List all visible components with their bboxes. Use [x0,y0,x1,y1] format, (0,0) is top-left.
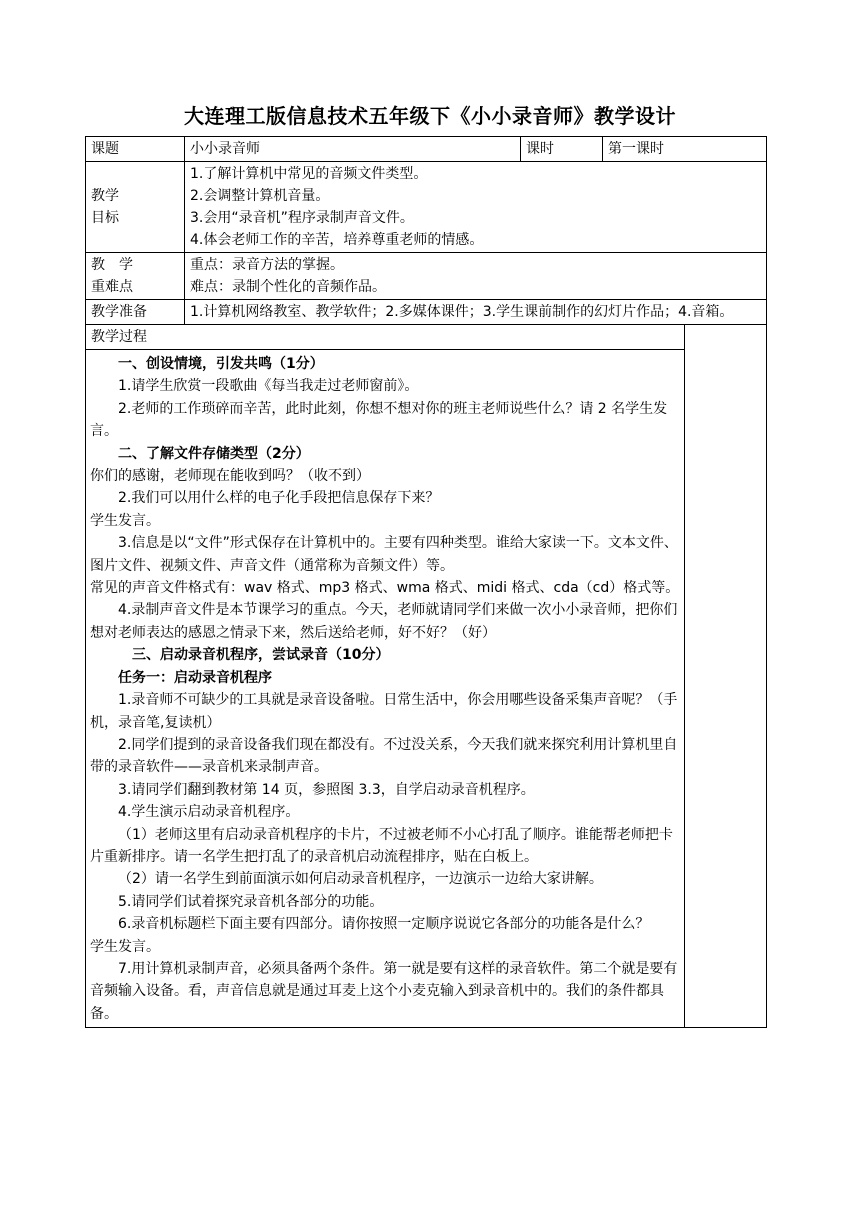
lesson-plan-table [85,136,767,1028]
objectives-content [185,162,767,253]
objective-item: 4.体会老师工作的辛苦，培养尊重老师的情感。 [190,232,484,248]
objective-item: 2.会调整计算机音量。 [190,188,330,204]
period-label: 课时 [521,137,603,162]
process-paragraph: 常见的声音文件格式有：wav 格式、mp3 格式、wma 格式、midi 格式、cda（cd）格式等。 [90,580,680,597]
process-paragraph: 4.录制声音文件是本节课学习的重点。今天，老师就请同学们来做一次小小录音师，把你们想对老师表达的感恩之情录下来，然后送给老师，好不好？（好） [90,602,678,641]
process-paragraph: 2.老师的工作琐碎而辛苦，此时此刻，你想不想对你的班主老师说些什么？请 2 名学生发言。 [90,400,668,440]
process-side-column [685,325,767,1028]
process-paragraph: （1）老师这里有启动录音机程序的卡片，不过被老师不小心打乱了顺序。谁能帮老师把卡片重新排序。请一名学生把打乱了的录音机启动流程排序，贴在白板上。 [90,826,673,865]
objectives-row [86,162,767,253]
process-paragraph: 7.用计算机录制声音，必须具备两个条件。第一就是要有这样的录音软件。第二个就是要有音频输入设备。看，声音信息就是通过耳麦上这个小麦克输入到录音机中的。我们的条件都具备。 [90,960,678,1022]
process-paragraph: 1.录音师不可缺少的工具就是录音设备啦。日常生活中，你会用哪些设备采集声音呢？（手机，录音笔,复读机） [90,692,678,731]
process-paragraph: 3.请同学们翻到教材第 14 页，参照图 3.3，自学启动录音机程序。 [118,781,535,798]
process-paragraph: 6.录音机标题栏下面主要有四部分。请你按照一定顺序说说它各部分的功能各是什么？ [118,916,650,933]
process-paragraph: 学生发言。 [90,512,160,529]
process-paragraph: 2.我们可以用什么样的电子化手段把信息保存下来？ [118,490,440,507]
process-content [86,350,685,1028]
process-paragraph: 3.信息是以“文件”形式保存在计算机中的。主要有四种类型。谁给大家读一下。文本文件、图片文件、视频文件、声音文件（通常称为音频文件）等。 [90,535,678,574]
period-value: 第一课时 [603,137,767,162]
section-heading: 一、创设情境，引发共鸣（1分） [118,356,324,372]
process-paragraph: 4.学生演示启动录音机程序。 [118,804,300,821]
preparation-text: 1.计算机网络教室、教学软件；2.多媒体课件；3.学生课前制作的幻灯片作品；4.音箱。 [185,300,767,325]
preparation-row [86,300,767,325]
section-heading: 三、启动录音机程序，尝试录音（10分） [132,647,390,664]
process-paragraph: （2）请一名学生到前面演示如何启动录音机程序，一边演示一边给大家讲解。 [118,871,603,888]
key-points-content [185,253,767,300]
topic-label: 课题 [86,137,185,162]
document-title: 大连理工版信息技术五年级下《小小录音师》教学设计 [184,104,676,128]
topic-row [86,137,767,162]
process-paragraph: 2.同学们提到的录音设备我们现在都没有。不过没关系，今天我们就来探究利用计算机里自带的录音软件——录音机来录制声音。 [90,736,678,776]
key-focus-text: 重点：录音方法的掌握。 [190,257,344,273]
key-points-label-line-2: 重难点 [91,279,133,295]
process-label: 教学过程 [86,325,685,350]
process-paragraph: 学生发言。 [90,938,160,955]
objectives-label-line-2: 目标 [91,210,119,226]
process-paragraph: 5.请同学们试着探究录音机各部分的功能。 [118,893,384,910]
objectives-label [86,162,185,253]
key-difficulty-text: 难点：录制个性化的音频作品。 [190,279,386,295]
objective-item: 1.了解计算机中常见的音频文件类型。 [190,166,428,182]
process-paragraph: 1.请学生欣赏一段歌曲《每当我走过老师窗前》。 [118,378,419,395]
section-heading: 二、了解文件存储类型（2分） [118,445,310,462]
key-points-label [86,253,185,300]
key-points-label-line-1: 教 学 [91,257,133,273]
task-heading: 任务一：启动录音机程序 [118,669,272,686]
objectives-label-line-1: 教学 [91,188,119,204]
process-body-row [86,350,767,1028]
objective-item: 3.会用“录音机”程序录制声音文件。 [190,210,414,226]
process-header-row [86,325,767,350]
key-points-row [86,253,767,300]
process-paragraph: 你们的感谢，老师现在能收到吗？（收不到） [90,468,370,485]
preparation-label: 教学准备 [86,300,185,325]
topic-value: 小小录音师 [185,137,521,162]
